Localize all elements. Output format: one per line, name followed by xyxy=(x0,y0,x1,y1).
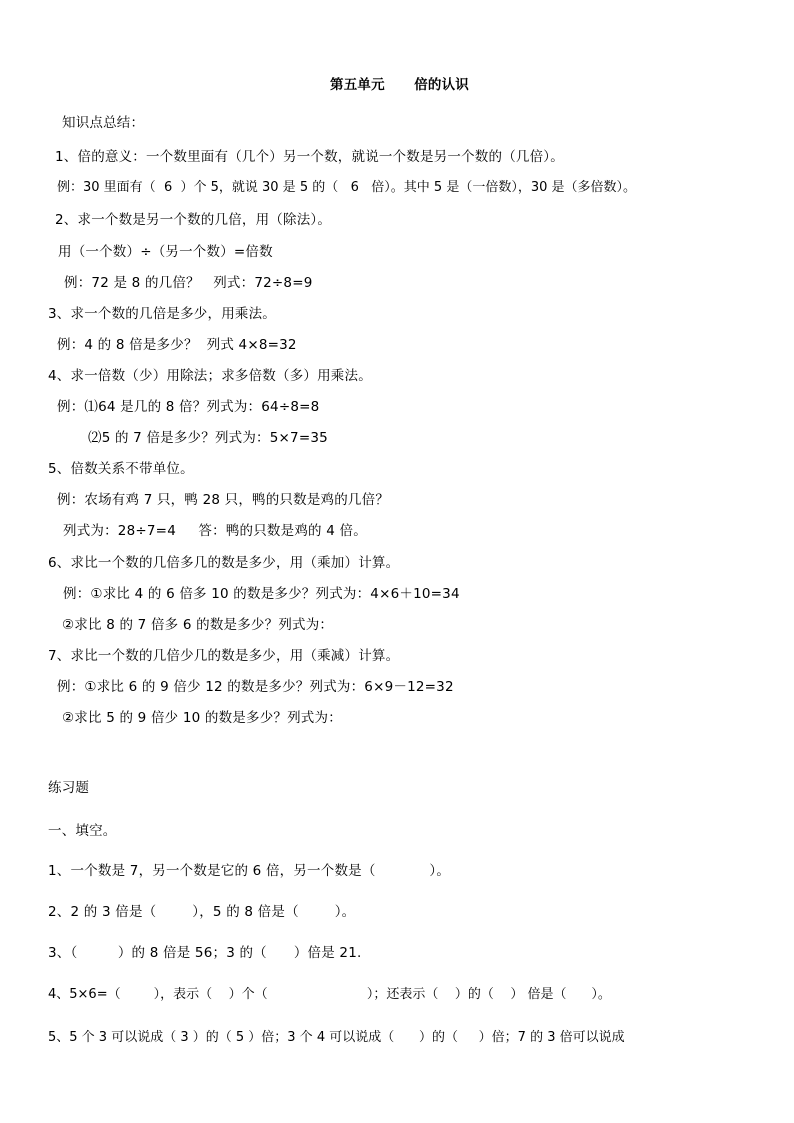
summary-line: 例：①求比 6 的 9 倍少 12 的数是多少？列式为：6×9－12=32 xyxy=(57,679,454,695)
summary-line: 例：⑴64 是几的 8 倍？列式为：64÷8=8 xyxy=(57,399,320,415)
summary-line: 1、倍的意义：一个数里面有（几个）另一个数，就说一个数是另一个数的（几倍）。 xyxy=(55,149,564,165)
section-heading: 一、填空。 xyxy=(48,823,117,839)
question-item: 2、2 的 3 倍是（ ），5 的 8 倍是（ ）。 xyxy=(48,904,356,920)
summary-line: 2、求一个数是另一个数的几倍，用（除法）。 xyxy=(55,212,332,228)
summary-line: 例：72 是 8 的几倍？ 列式：72÷8=9 xyxy=(64,275,313,291)
summary-line: 例：4 的 8 倍是多少？ 列式 4×8=32 xyxy=(57,337,297,353)
page-title: 第五单元 倍的认识 xyxy=(330,77,469,93)
question-item: 1、一个数是 7，另一个数是它的 6 倍，另一个数是（ ）。 xyxy=(48,863,451,879)
question-item: 4、5×6=（ ），表示（ ）个（ ）；还表示（ ）的（ ） 倍是（ ）。 xyxy=(48,987,611,1002)
summary-line: ②求比 8 的 7 倍多 6 的数是多少？列式为： xyxy=(62,617,334,633)
summary-line: 5、倍数关系不带单位。 xyxy=(48,461,194,477)
summary-line: 例：30 里面有（ 6 ）个 5，就说 30 是 5 的（ 6 倍）。其中 5 是（一倍数），30 是（多倍数）。 xyxy=(57,180,636,195)
summary-line: 7、求比一个数的几倍少几的数是多少，用（乘减）计算。 xyxy=(48,648,400,664)
summary-line: ②求比 5 的 9 倍少 10 的数是多少？列式为： xyxy=(62,710,342,726)
question-item: 5、5 个 3 可以说成（ 3 ）的（ 5 ）倍；3 个 4 可以说成（ ）的（ ）倍；7 的 3 倍可以说成 xyxy=(48,1030,625,1045)
summary-line: 列式为：28÷7=4 答：鸭的只数是鸡的 4 倍。 xyxy=(63,523,367,539)
summary-line: 3、求一个数的几倍是多少，用乘法。 xyxy=(48,306,276,322)
summary-line: 例：农场有鸡 7 只，鸭 28 只，鸭的只数是鸡的几倍？ xyxy=(57,492,390,508)
exercise-heading: 练习题 xyxy=(48,780,90,796)
summary-line: 6、求比一个数的几倍多几的数是多少，用（乘加）计算。 xyxy=(48,555,400,571)
summary-line: 例：①求比 4 的 6 倍多 10 的数是多少？列式为：4×6＋10=34 xyxy=(63,586,460,602)
summary-heading: 知识点总结： xyxy=(62,115,145,131)
summary-line: 4、求一倍数（少）用除法；求多倍数（多）用乘法。 xyxy=(48,368,372,384)
question-item: 3、（ ）的 8 倍是 56；3 的（ ）倍是 21. xyxy=(48,945,362,961)
summary-line: ⑵5 的 7 倍是多少？列式为：5×7=35 xyxy=(88,430,328,446)
summary-line: 用（一个数）÷（另一个数）=倍数 xyxy=(58,244,273,260)
